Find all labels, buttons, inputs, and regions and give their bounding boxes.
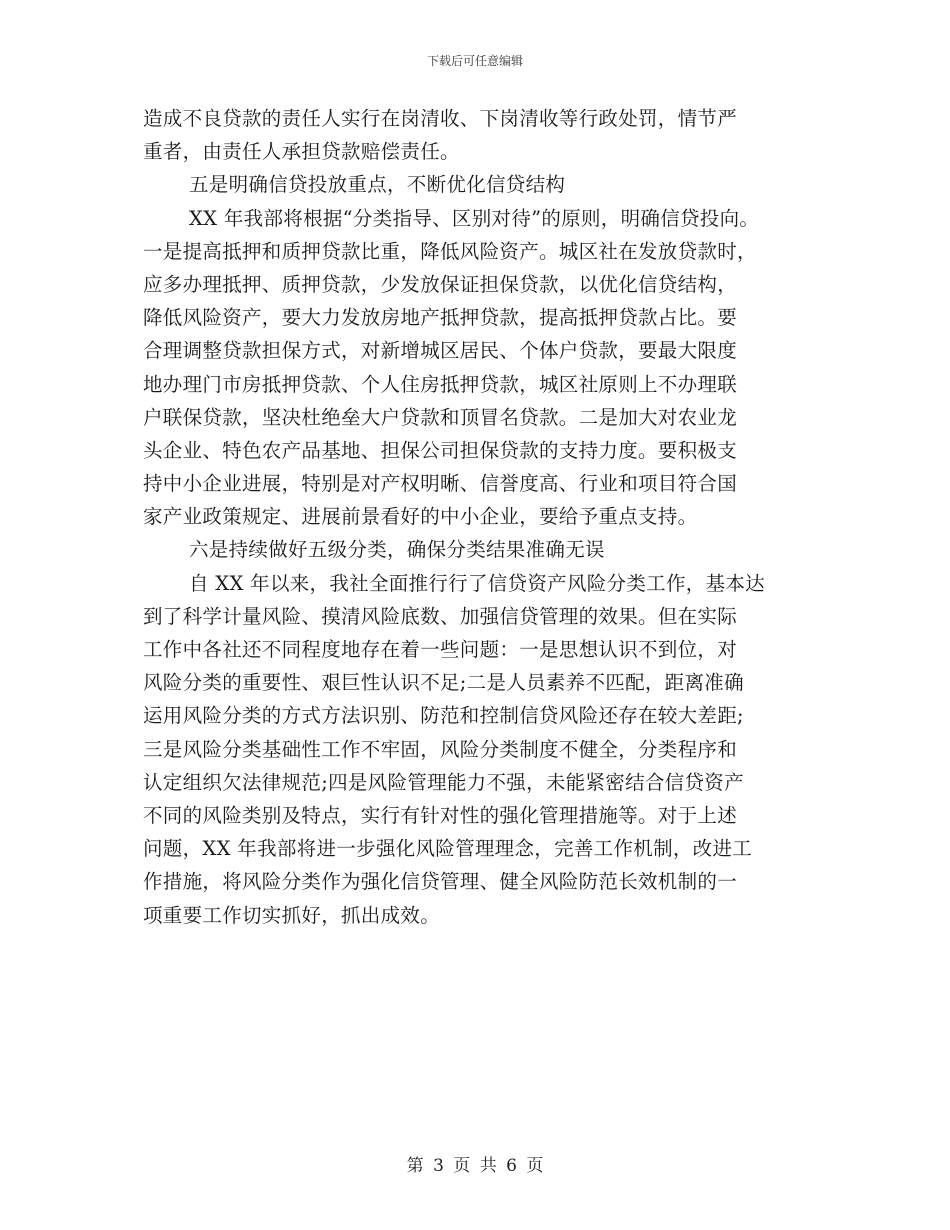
body-line: 造成不良贷款的责任人实行在岗清收、下岗清收等行政处罚，情节严 [143, 107, 738, 130]
body-line: 重者，由责任人承担贷款赔偿责任。 [143, 140, 460, 164]
body-line: 项重要工作切实抓好，抓出成效。 [143, 903, 441, 927]
body-line: 问题，XX 年我部将进一步强化风险管理理念，完善工作机制，改进工 [143, 837, 753, 861]
body-line: XX 年我部将根据“分类指导、区别对待”的原则，明确信贷投向。 [189, 206, 760, 230]
body-line: 头企业、特色农产品基地、担保公司担保贷款的支持力度。要积极支 [143, 438, 738, 462]
section-heading: 六是持续做好五级分类，确保分类结果准确无误 [189, 538, 605, 562]
body-line: 一是提高抵押和质押贷款比重，降低风险资产。城区社在发放贷款时， [143, 239, 757, 263]
body-line: 风险分类的重要性、艰巨性认识不足;二是人员素养不匹配，距离准确 [143, 671, 744, 695]
body-line: 应多办理抵押、质押贷款，少发放保证担保贷款，以优化信贷结构， [143, 272, 738, 296]
body-line: 地办理门市房抵押贷款、个人住房抵押贷款，城区社原则上不办理联 [143, 372, 738, 396]
body-line: 作措施，将风险分类作为强化信贷管理、健全风险防范长效机制的一 [143, 870, 738, 894]
document-body [143, 102, 813, 932]
body-line: 不同的风险类别及特点，实行有针对性的强化管理措施等。对于上述 [143, 803, 738, 827]
body-line: 运用风险分类的方式方法识别、防范和控制信贷风险还存在较大差距; [143, 704, 744, 728]
body-line: 认定组织欠法律规范;四是风险管理能力不强，未能紧密结合信贷资产 [143, 770, 744, 794]
body-line: 工作中各社还不同程度地存在着一些问题：一是思想认识不到位，对 [143, 638, 738, 661]
body-line: 持中小企业进展，特别是对产权明晰、信誉度高、行业和项目符合国 [143, 472, 738, 496]
body-line: 到了科学计量风险、摸清风险底数、加强信贷管理的效果。但在实际 [143, 604, 738, 628]
body-line: 三是风险分类基础性工作不牢固，风险分类制度不健全，分类程序和 [143, 737, 738, 761]
body-line: 家产业政策规定、进展前景看好的中小企业，要给予重点支持。 [143, 505, 698, 529]
body-line: 自 XX 年以来，我社全面推行行了信贷资产风险分类工作，基本达 [189, 571, 765, 595]
page-number-footer: 第 3 页 共 6 页 [406, 1156, 544, 1176]
body-line: 降低风险资产，要大力发放房地产抵押贷款，提高抵押贷款占比。要 [143, 306, 738, 330]
page-header-note: 下载后可任意编辑 [426, 54, 523, 68]
body-line: 合理调整贷款担保方式，对新增城区居民、个体户贷款，要最大限度 [143, 339, 738, 363]
body-line: 户联保贷款，坚决杜绝垒大户贷款和顶冒名贷款。二是加大对农业龙 [143, 405, 738, 429]
section-heading: 五是明确信贷投放重点，不断优化信贷结构 [189, 173, 566, 197]
